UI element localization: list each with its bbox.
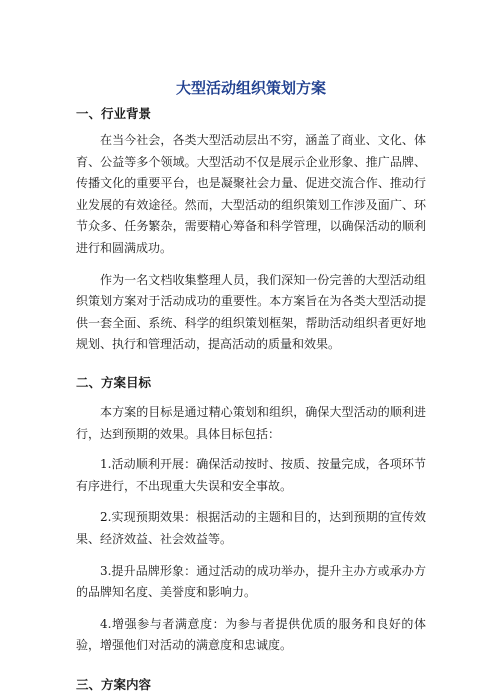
section-heading-plan-goals: 二、方案目标 <box>76 374 152 390</box>
paragraph: 作为一名文档收集整理人员，我们深知一份完善的大型活动组织策划方案对于活动成功的重要性。本方案旨在为各类大型活动提供一套全面、系统、科学的组织策划框架，帮助活动组织者更好地规划、执行和管理活动，提高活动的质量和效果。 <box>76 272 426 352</box>
document-title: 大型活动组织策划方案 <box>175 79 326 97</box>
section-heading-industry-background: 一、行业背景 <box>76 106 152 121</box>
goal-item: 1.活动顺利开展：确保活动按时、按质、按量完成，各项环节有序进行，不出现重大失误和安全事故。 <box>76 457 426 493</box>
paragraph: 在当今社会，各类大型活动层出不穷，涵盖了商业、文化、体育、公益等多个领域。大型活动不仅是展示企业形象、推广品牌、传播文化的重要平台，也是凝聚社会力量、促进交流合作、推动行业发展的有效途径。然而，大型活动的组织策划工作涉及面广、环节众多、任务繁杂，需要精心筹备和科学管理，以确保活动的顺利进行和圆满成功。 <box>76 133 426 255</box>
paragraph: 本方案的目标是通过精心策划和组织，确保大型活动的顺利进行，达到预期的效果。具体目标包括： <box>76 404 426 441</box>
goal-item: 2.实现预期效果：根据活动的主题和目的，达到预期的宣传效果、经济效益、社会效益等。 <box>76 510 426 546</box>
goal-item: 3.提升品牌形象：通过活动的成功举办，提升主办方或承办方的品牌知名度、美誉度和影响力。 <box>76 563 426 600</box>
section-heading-plan-content: 三、方案内容 <box>76 676 152 692</box>
goal-item: 4.增强参与者满意度：为参与者提供优质的服务和良好的体验，增强他们对活动的满意度和忠诚度。 <box>76 616 426 653</box>
